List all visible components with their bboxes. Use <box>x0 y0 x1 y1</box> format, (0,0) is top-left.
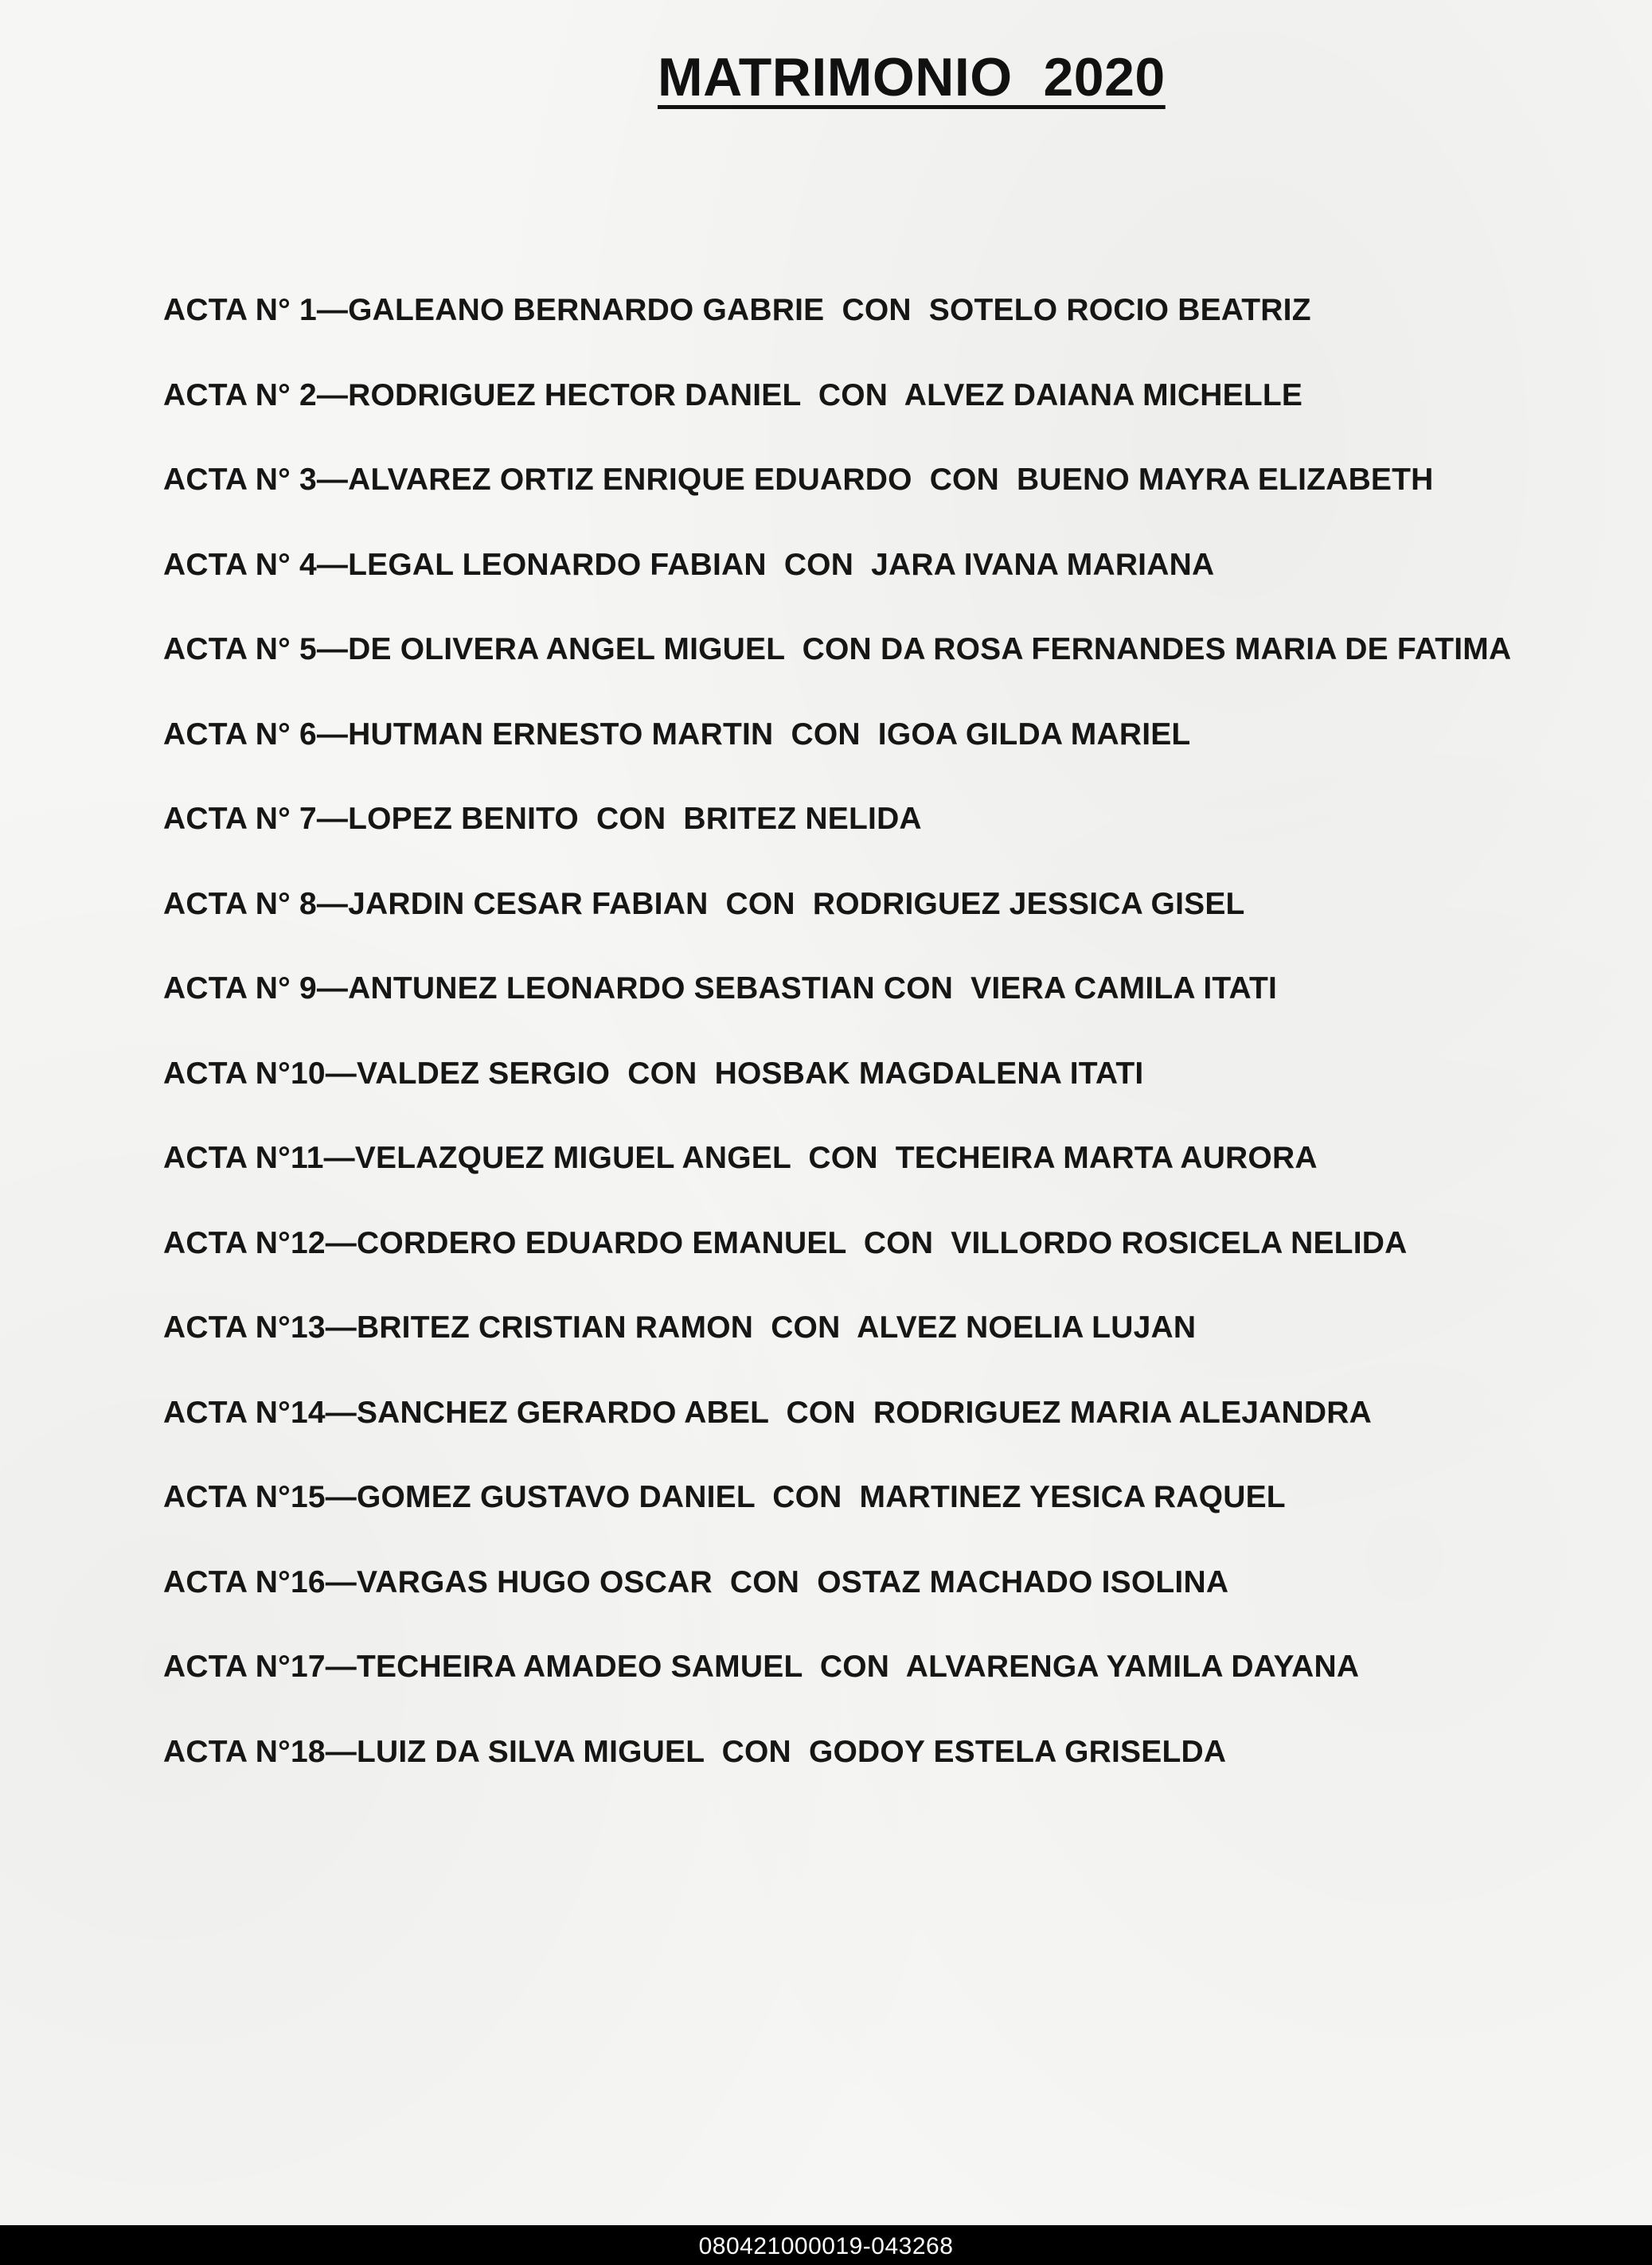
acta-list <box>163 293 1511 1819</box>
acta-item: ACTA N° 5—DE OLIVERA ANGEL MIGUEL CON DA ROSA FERNANDES MARIA DE FATIMA <box>163 632 1512 666</box>
acta-item: ACTA N° 3—ALVAREZ ORTIZ ENRIQUE EDUARDO CON BUENO MAYRA ELIZABETH <box>163 463 1434 497</box>
acta-item: ACTA N°17—TECHEIRA AMADEO SAMUEL CON ALVARENGA YAMILA DAYANA <box>163 1650 1360 1684</box>
acta-item: ACTA N°10—VALDEZ SERGIO CON HOSBAK MAGDALENA ITATI <box>163 1056 1144 1091</box>
acta-item: ACTA N°18—LUIZ DA SILVA MIGUEL CON GODOY ESTELA GRISELDA <box>163 1734 1227 1769</box>
document-code: 080421000019-043268 <box>698 2233 954 2259</box>
acta-item: ACTA N°15—GOMEZ GUSTAVO DANIEL CON MARTINEZ YESICA RAQUEL <box>163 1480 1286 1514</box>
acta-item: ACTA N° 1—GALEANO BERNARDO GABRIE CON SOTELO ROCIO BEATRIZ <box>163 293 1311 327</box>
acta-item: ACTA N°14—SANCHEZ GERARDO ABEL CON RODRIGUEZ MARIA ALEJANDRA <box>163 1395 1372 1430</box>
acta-item: ACTA N° 7—LOPEZ BENITO CON BRITEZ NELIDA <box>163 802 922 836</box>
acta-item: ACTA N° 2—RODRIGUEZ HECTOR DANIEL CON ALVEZ DAIANA MICHELLE <box>163 377 1303 412</box>
page-title: MATRIMONIO 2020 <box>658 47 1166 107</box>
acta-item: ACTA N° 9—ANTUNEZ LEONARDO SEBASTIAN CON VIERA CAMILA ITATI <box>163 971 1278 1006</box>
acta-item: ACTA N° 8—JARDIN CESAR FABIAN CON RODRIGUEZ JESSICA GISEL <box>163 886 1245 921</box>
acta-item: ACTA N°12—CORDERO EDUARDO EMANUEL CON VILLORDO ROSICELA NELIDA <box>163 1225 1408 1260</box>
acta-item: ACTA N° 6—HUTMAN ERNESTO MARTIN CON IGOA GILDA MARIEL <box>163 717 1191 752</box>
acta-item: ACTA N°16—VARGAS HUGO OSCAR CON OSTAZ MACHADO ISOLINA <box>163 1564 1229 1599</box>
acta-item: ACTA N° 4—LEGAL LEONARDO FABIAN CON JARA IVANA MARIANA <box>163 547 1215 582</box>
acta-item: ACTA N°13—BRITEZ CRISTIAN RAMON CON ALVEZ NOELIA LUJAN <box>163 1310 1197 1345</box>
acta-item: ACTA N°11—VELAZQUEZ MIGUEL ANGEL CON TECHEIRA MARTA AURORA <box>163 1141 1318 1175</box>
scan-footer-bar <box>0 2225 1652 2265</box>
